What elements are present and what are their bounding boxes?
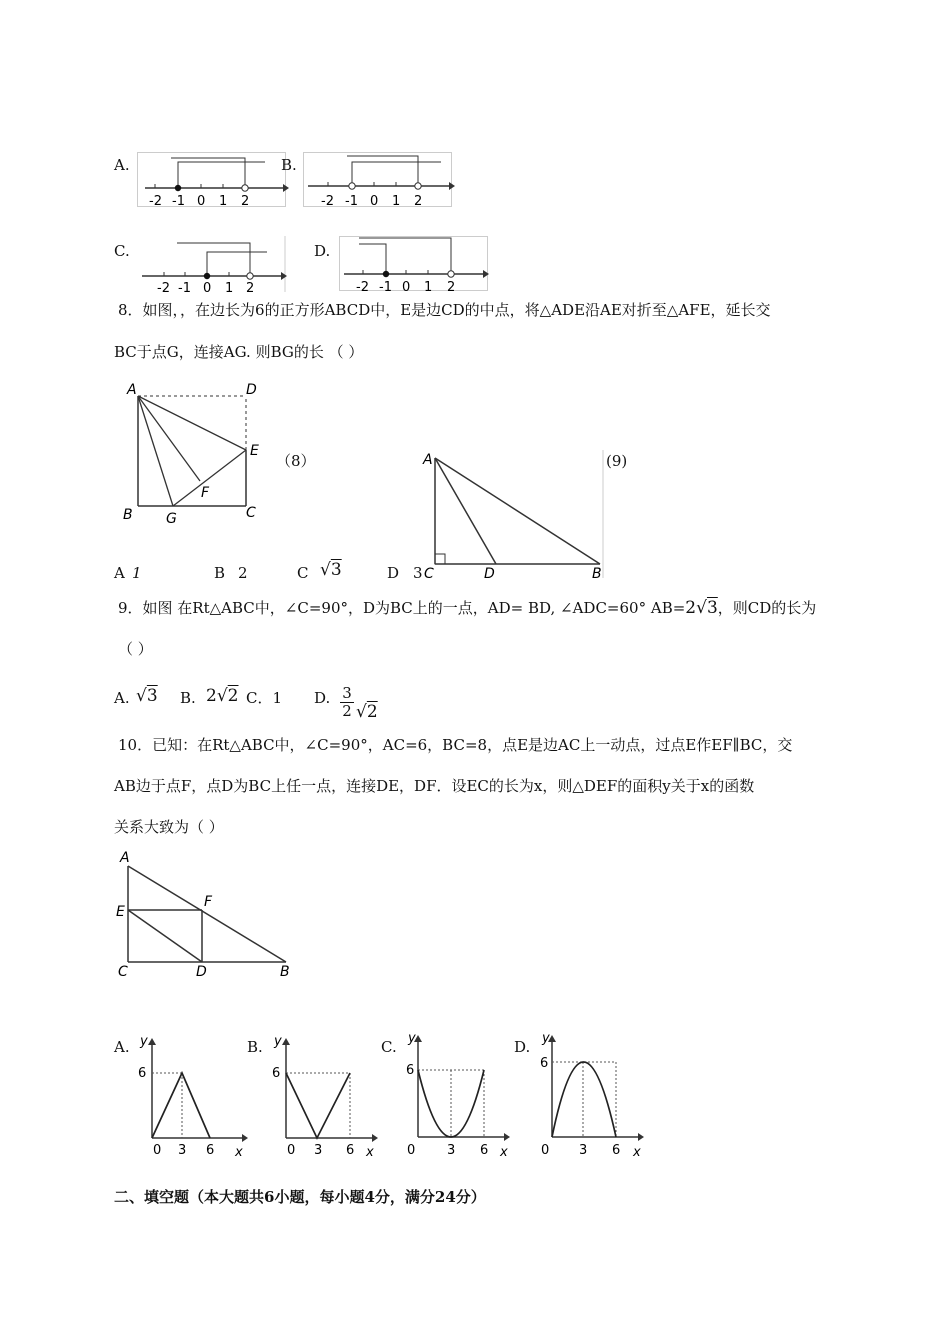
q10-text-line1: 10．已知：在Rt△ABC中，∠C=90°，AC=6，BC=8，点E是边AC上一动点，过点E作EF∥BC，交	[118, 736, 793, 754]
q7-option-c-number-line	[137, 236, 287, 296]
q10-point-d: D	[196, 964, 207, 980]
q10b-x-tick: 0	[287, 1143, 296, 1158]
q7c-tick: 0	[203, 281, 212, 296]
q10-graph-a	[138, 1035, 248, 1160]
q8-choice-b-value: 2	[238, 564, 248, 582]
q7-option-a-number-line	[137, 152, 287, 208]
q9-figure-label: (9)	[606, 452, 628, 470]
q7c-tick: -1	[178, 281, 191, 296]
q8-choice-d-value: 3	[413, 564, 423, 582]
q7b-tick: -1	[345, 194, 358, 209]
q8-point-f: F	[201, 485, 210, 501]
q10b-y-tick: 6	[272, 1066, 281, 1081]
q10a-x-tick: 6	[206, 1143, 215, 1158]
q8-point-g: G	[166, 511, 177, 527]
q8-point-d: D	[246, 382, 257, 398]
q9-point-c: C	[424, 566, 434, 582]
q8-point-c: C	[246, 505, 256, 521]
q9-choice-d-fraction	[340, 685, 354, 720]
section2-heading: 二、填空题（本大题共6小题，每小题4分，满分24分）	[114, 1188, 486, 1206]
q10-graph-a-label: A.	[114, 1038, 130, 1056]
q7-option-c-label: C.	[114, 242, 130, 260]
q7-option-b-number-line	[303, 152, 453, 208]
q10-graph-b	[272, 1035, 382, 1160]
q8-square-figure	[122, 380, 272, 525]
q9-choice-d-radicand: 2	[366, 702, 378, 722]
q10d-y-axis: y	[542, 1031, 550, 1046]
q7-option-a-label: A.	[114, 156, 130, 174]
q10c-x-tick: 3	[447, 1143, 456, 1158]
q10c-x-tick: 0	[407, 1143, 416, 1158]
q10-triangle-figure	[116, 848, 296, 978]
q10c-x-tick: 6	[480, 1143, 489, 1158]
q8-choice-c-sqrt: √3	[320, 560, 342, 580]
q10b-y-axis: y	[274, 1034, 282, 1049]
q8-figure-label: （8）	[276, 452, 316, 470]
q7a-tick: 0	[197, 194, 206, 209]
q9-choice-d-sqrt: √2	[356, 702, 378, 722]
q7-option-b-label: B.	[281, 156, 297, 174]
q8-text-line1: 8．如图，，在边长为6的正方形ABCD中，E是边CD的中点，将△ADE沿AE对折至△AFE，延长交	[118, 301, 771, 319]
q10d-x-tick: 6	[612, 1143, 621, 1158]
q10-graph-b-label: B.	[247, 1038, 263, 1056]
q9-choice-d-denominator: 2	[342, 702, 352, 720]
q10-graph-d-label: D.	[514, 1038, 531, 1056]
q10a-y-axis: y	[140, 1034, 148, 1049]
q9-choice-a-label: A.	[114, 689, 130, 707]
q8-choice-a-label: A	[114, 564, 125, 582]
q10c-y-axis: y	[408, 1031, 416, 1046]
q8-choice-c-label: C	[297, 564, 309, 582]
q10-point-a: A	[120, 850, 130, 866]
q7d-tick: 1	[424, 280, 433, 295]
q10-graph-c	[404, 1031, 514, 1160]
q10b-x-tick: 3	[314, 1143, 323, 1158]
q8-point-b: B	[123, 507, 133, 523]
q10b-x-tick: 6	[346, 1143, 355, 1158]
q8-choice-a-value: 1	[132, 564, 142, 582]
q9-line1-pre: 9．如图 在Rt△ABC中，∠C=90°，D为BC上的一点，AD= BD, ∠ADC=60° AB=	[118, 599, 686, 617]
q10c-x-axis: x	[500, 1145, 508, 1160]
q10-point-b: B	[280, 964, 290, 980]
q9-choice-d-numerator: 3	[340, 685, 354, 703]
q10d-x-tick: 0	[541, 1143, 550, 1158]
q10a-x-tick: 3	[178, 1143, 187, 1158]
q9-choice-b-coef: 2	[206, 686, 217, 706]
q9-choice-d-label: D.	[314, 689, 331, 707]
q10-graph-d	[538, 1031, 648, 1160]
q8-point-a: A	[127, 382, 137, 398]
q9-line1-post: ，则CD的长为	[717, 599, 817, 617]
q10a-y-tick: 6	[138, 1066, 147, 1081]
q9-choice-a-radicand: 3	[146, 686, 158, 706]
q10b-x-axis: x	[366, 1145, 374, 1160]
q10-text-line2: AB边于点F，点D为BC上任一点，连接DE，DF．设EC的长为x，则△DEF的面积y关于x的函数	[114, 777, 755, 795]
q9-point-b: B	[592, 566, 602, 582]
q9-choice-a-sqrt: √3	[136, 686, 158, 706]
q8-point-e: E	[250, 443, 259, 459]
q7d-tick: -2	[356, 280, 369, 295]
q9-choice-c: C．1	[246, 689, 283, 707]
q9-text-line2: （ ）	[118, 640, 153, 658]
q7a-tick: -1	[172, 194, 185, 209]
q8-choice-c-radicand: 3	[330, 560, 342, 580]
q9-ab-value: 2√3	[685, 598, 718, 618]
q7b-tick: 1	[392, 194, 401, 209]
q9-choice-b-label: B.	[180, 689, 196, 707]
q9-triangle-figure	[420, 448, 620, 582]
q9-text-line1	[118, 599, 816, 617]
q9-point-a: A	[423, 452, 433, 468]
q9-ab-coef: 2	[685, 598, 697, 618]
q10d-x-tick: 3	[579, 1143, 588, 1158]
q8-choice-b-label: B	[214, 564, 226, 582]
q7c-tick: 2	[246, 281, 255, 296]
q7d-tick: 0	[402, 280, 411, 295]
q10-point-e: E	[116, 904, 125, 920]
q7d-tick: 2	[447, 280, 456, 295]
q7b-tick: 0	[370, 194, 379, 209]
q9-ab-radicand: 3	[706, 598, 718, 618]
q10-point-f: F	[204, 894, 213, 910]
q9-point-d: D	[484, 566, 495, 582]
q7d-tick: -1	[379, 280, 392, 295]
q10-graph-c-label: C.	[381, 1038, 397, 1056]
q10a-x-tick: 0	[153, 1143, 162, 1158]
q10d-y-tick: 6	[540, 1056, 549, 1071]
q7-option-d-label: D.	[314, 242, 331, 260]
q7-option-d-number-line	[339, 236, 489, 295]
q7c-tick: 1	[225, 281, 234, 296]
q10c-y-tick: 6	[406, 1063, 415, 1078]
q7a-tick: -2	[149, 194, 162, 209]
q7c-tick: -2	[157, 281, 170, 296]
q10d-x-axis: x	[633, 1145, 641, 1160]
q10-text-line3: 关系大致为（ ）	[114, 818, 224, 836]
q7b-tick: -2	[321, 194, 334, 209]
q7a-tick: 1	[219, 194, 228, 209]
q9-choice-b-value: 2√2	[206, 686, 239, 706]
q8-text-line2: BC于点G，连接AG. 则BG的长 （ ）	[114, 343, 364, 361]
q7b-tick: 2	[414, 194, 423, 209]
q10-point-c: C	[118, 964, 128, 980]
q9-choice-b-radicand: 2	[227, 686, 239, 706]
q7a-tick: 2	[241, 194, 250, 209]
q10a-x-axis: x	[235, 1145, 243, 1160]
q8-choice-d-label: D	[387, 564, 400, 582]
